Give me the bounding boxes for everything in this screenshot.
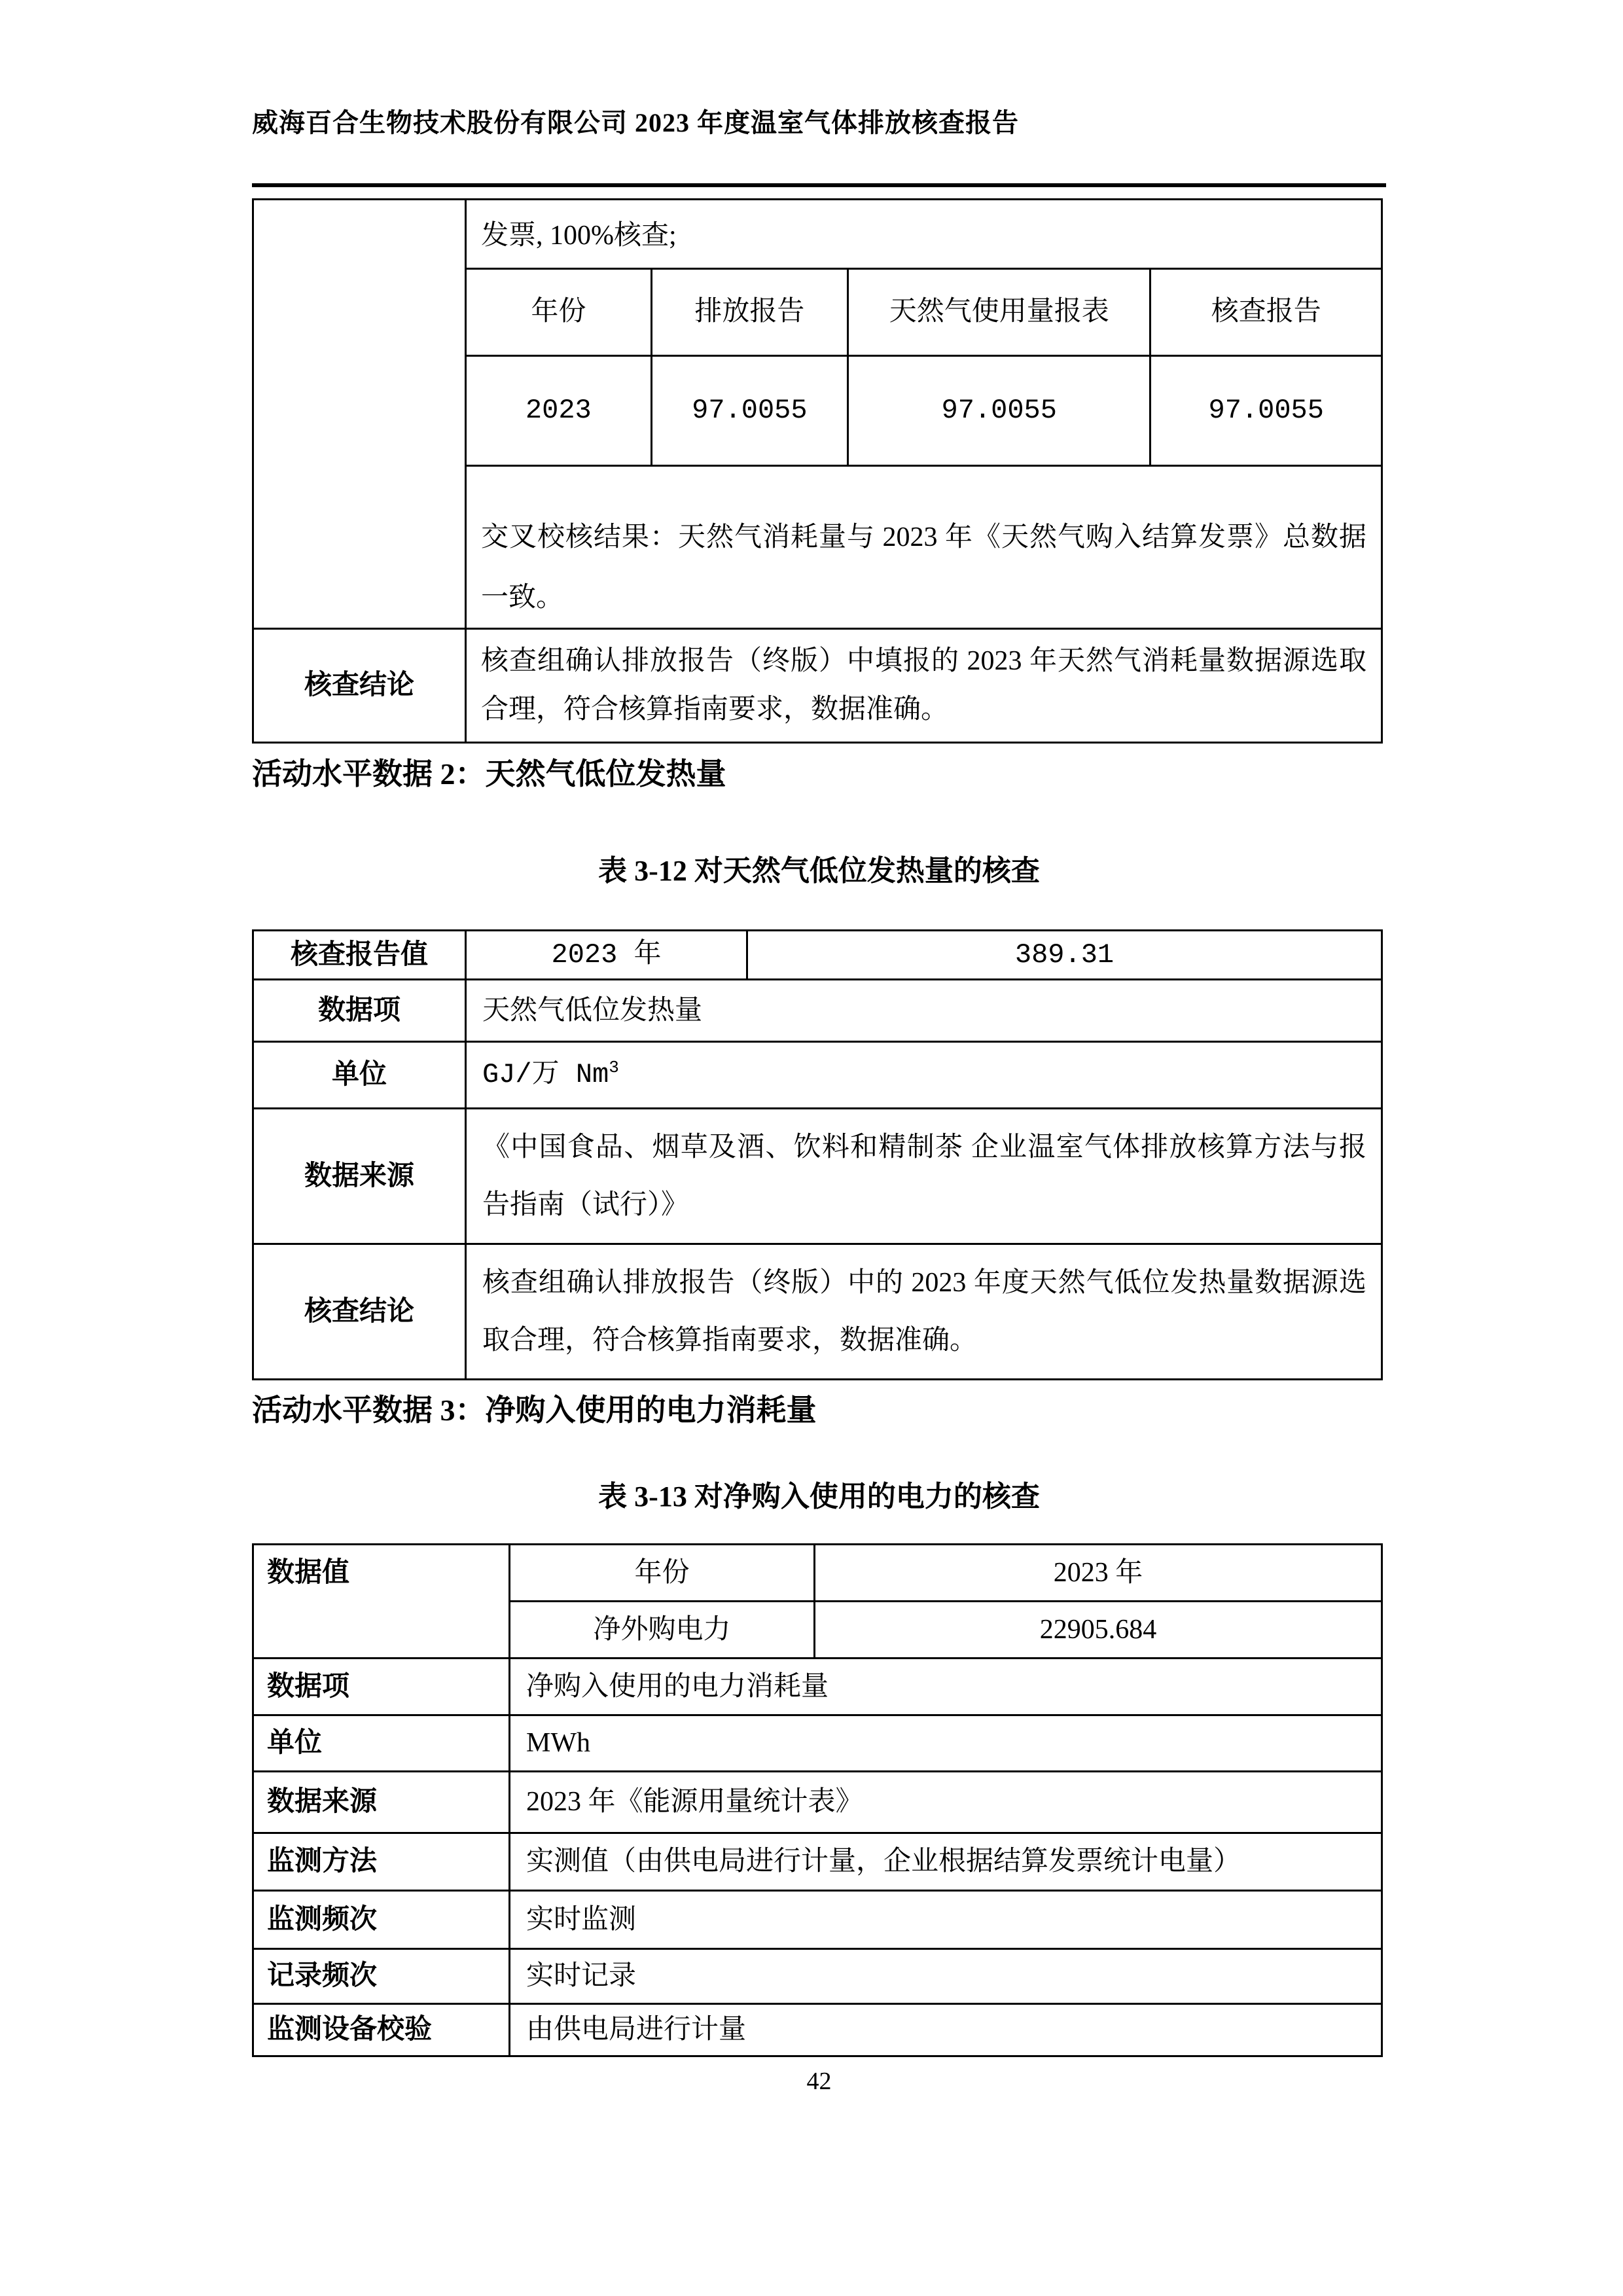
unit-label: 单位 <box>253 1042 466 1109</box>
data-item-label: 数据项 <box>253 980 466 1042</box>
calibration-value: 由供电局进行计量 <box>510 2004 1382 2056</box>
unit-label-3-13: 单位 <box>253 1715 510 1772</box>
data-value-label: 数据值 <box>253 1545 510 1659</box>
table-3-13 <box>252 1543 1383 2057</box>
net-power-label: 净外购电力 <box>510 1602 815 1659</box>
source-label-3-13: 数据来源 <box>253 1772 510 1833</box>
year-label: 年份 <box>510 1545 815 1602</box>
col-header-gas-usage-report: 天然气使用量报表 <box>848 268 1150 355</box>
year-value: 2023 <box>467 355 651 465</box>
data-item-value-3-13: 净购入使用的电力消耗量 <box>510 1659 1382 1715</box>
report-year: 2023 年 <box>466 931 747 980</box>
emission-report-value: 97.0055 <box>651 355 847 465</box>
table-3-12-title: 表 3-12 对天然气低位发热量的核查 <box>598 855 1040 887</box>
monitor-method-label: 监测方法 <box>253 1833 510 1891</box>
unit-text: GJ/万 Nm <box>482 1059 609 1091</box>
col-header-verification-report: 核查报告 <box>1150 268 1381 355</box>
conclusion-value-3-12: 核查组确认排放报告（终版）中的 2023 年度天然气低位发热量数据源选取合理，符合核算指南要求，数据准确。 <box>466 1244 1382 1380</box>
table-3-13-title: 表 3-13 对净购入使用的电力的核查 <box>598 1480 1040 1513</box>
monitor-method-value: 实测值（由供电局进行计量，企业根据结算发票统计电量） <box>510 1833 1382 1891</box>
verification-report-value: 97.0055 <box>1150 355 1381 465</box>
record-freq-value: 实时记录 <box>510 1949 1382 2004</box>
cross-check-result: 交叉校核结果：天然气消耗量与 2023 年《天然气购入结算发票》总数据一致。 <box>481 522 1366 613</box>
col-header-emission-report: 排放报告 <box>651 268 847 355</box>
empty-label-cell <box>253 200 466 629</box>
source-label: 数据来源 <box>253 1109 466 1244</box>
record-freq-label: 记录频次 <box>253 1949 510 2004</box>
gas-usage-report-value: 97.0055 <box>848 355 1150 465</box>
cross-check-sub-table <box>467 268 1381 467</box>
monitor-freq-value: 实时监测 <box>510 1891 1382 1949</box>
data-item-value: 天然气低位发热量 <box>466 980 1382 1042</box>
report-value-label: 核查报告值 <box>253 931 466 980</box>
page-header-title: 威海百合生物技术股份有限公司 2023 年度温室气体排放核查报告 <box>252 108 1019 137</box>
section-heading-activity-data-3: 活动水平数据 3：净购入使用的电力消耗量 <box>252 1393 817 1427</box>
data-item-label-3-13: 数据项 <box>253 1659 510 1715</box>
source-value: 《中国食品、烟草及酒、饮料和精制茶 企业温室气体排放核算方法与报告指南（试行）》 <box>466 1109 1382 1244</box>
conclusion-label-3-12: 核查结论 <box>253 1244 466 1380</box>
source-value-3-13: 2023 年《能源用量统计表》 <box>510 1772 1382 1833</box>
unit-superscript: 3 <box>609 1058 619 1078</box>
calibration-label: 监测设备校验 <box>253 2004 510 2056</box>
sub-table-data-row <box>467 355 1381 465</box>
sub-table-header-row <box>467 268 1381 355</box>
unit-value <box>466 1042 1382 1109</box>
cross-check-cell <box>466 200 1382 629</box>
monitor-freq-label: 监测频次 <box>253 1891 510 1949</box>
col-header-year: 年份 <box>467 268 651 355</box>
conclusion-text: 核查组确认排放报告（终版）中填报的 2023 年天然气消耗量数据源选取合理，符合核算指南要求，数据准确。 <box>466 628 1382 742</box>
report-value: 389.31 <box>747 931 1382 980</box>
page-number: 42 <box>806 2068 832 2095</box>
invoice-note: 发票, 100%核查; <box>481 221 677 251</box>
unit-value-3-13: MWh <box>510 1715 1382 1772</box>
header-rule <box>252 183 1386 187</box>
net-power-value: 22905.684 <box>815 1602 1382 1659</box>
table-3-12 <box>252 929 1383 1380</box>
conclusion-label: 核查结论 <box>253 628 466 742</box>
section-heading-activity-data-2: 活动水平数据 2：天然气低位发热量 <box>252 757 726 791</box>
natural-gas-consumption-table <box>252 198 1383 744</box>
year-value-3-13: 2023 年 <box>815 1545 1382 1602</box>
